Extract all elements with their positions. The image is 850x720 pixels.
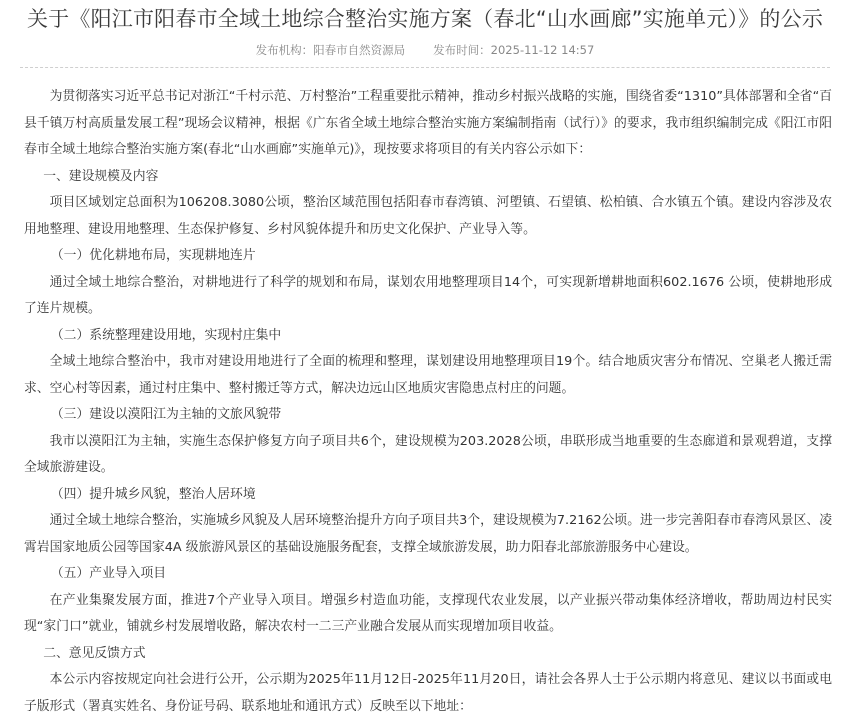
subsection-text-1: 通过全域土地综合整治，对耕地进行了科学的规划和布局，谋划农用地整理项目14个，可实现新增耕地面积602.1676 公顷，使耕地形成了连片规模。 — [24, 274, 832, 316]
subsection-text-5: 在产业集聚发展方面，推进7个产业导入项目。增强乡村造血功能，支撑现代农业发展，以产业振兴带动集体经济增收，帮助周边村民实现“家门口”就业，铺就乡村发展增收路，解决农村一二三产业融合发展从而实现增加项目收益。 — [24, 592, 832, 634]
section-text-2: 本公示内容按规定向社会进行公开，公示期为2025年11月12日-2025年11月20日，请社会各界人士于公示期内将意见、建议以书面或电子版形式（署真实姓名、身份证号码、联系地址和通讯方式）反映至以下地址： — [24, 672, 832, 714]
subsection-text-3: 我市以漠阳江为主轴，实施生态保护修复方向子项目共6个，建设规模为203.2028公顷，串联形成当地重要的生态廊道和景观碧道，支撑全域旅游建设。 — [24, 433, 832, 475]
title-divider — [20, 67, 830, 68]
intro-paragraph: 为贯彻落实习近平总书记对浙江“千村示范、万村整治”工程重要批示精神，推动乡村振兴战略的实施，围绕省委“1310”具体部署和全省“百县千镇万村高质量发展工程”现场会议精神，根据《广东省全域土地综合整治实施方案编制指南（试行）》的要求，我市组织编制完成《阳江市阳春市全域土地综合整治实施方案(春北“山水画廊”实施单元)》，现按要求将项目的有关内容公示如下： — [24, 89, 832, 157]
subsection-heading-4: （四）提升城乡风貌，整治人居环境 — [50, 486, 256, 502]
publisher-label: 发布机构：阳春市自然资源局 — [255, 43, 406, 57]
subsection-text-4: 通过全域土地综合整治，实施城乡风貌及人居环境整治提升方向子项目共3个，建设规模为7.2162公顷。进一步完善阳春市春湾风景区、凌霄岩国家地质公园等国家4A 级旅游风景区的基础设施服务配套，支撑全域旅游发展，助力阳春北部旅游服务中心建设。 — [24, 513, 832, 555]
publish-time-label: 发布时间：2025-11-12 14:57 — [433, 43, 595, 57]
subsection-heading-5: （五）产业导入项目 — [50, 566, 167, 581]
section-heading-2: 二、意见反馈方式 — [43, 645, 146, 661]
section-heading-1: 一、建设规模及内容 — [43, 168, 159, 184]
page-title: 关于《阳江市阳春市全域土地综合整治实施方案（春北“山水画廊”实施单元）》的公示 — [26, 7, 824, 31]
subsection-heading-1: （一）优化耕地布局，实现耕地连片 — [50, 248, 256, 263]
section-text-1: 项目区域划定总面积为106208.3080公顷，整治区域范围包括阳春市春湾镇、河塱镇、石望镇、松柏镇、合水镇五个镇。建设内容涉及农用地整理、建设用地整理、生态保护修复、乡村风貌体提升和历史文化保护、产业导入等。 — [24, 195, 832, 237]
article-body — [24, 84, 832, 720]
article-meta — [0, 42, 850, 58]
subsection-text-2: 全域土地综合整治中，我市对建设用地进行了全面的梳理和整理，谋划建设用地整理项目19个。结合地质灾害分布情况、空巢老人搬迁需求、空心村等因素，通过村庄集中、整村搬迁等方式，解决边远山区地质灾害隐患点村庄的问题。 — [24, 354, 832, 396]
subsection-heading-3: （三）建设以漠阳江为主轴的文旅风貌带 — [50, 407, 282, 422]
subsection-heading-2: （二）系统整理建设用地，实现村庄集中 — [50, 327, 282, 343]
